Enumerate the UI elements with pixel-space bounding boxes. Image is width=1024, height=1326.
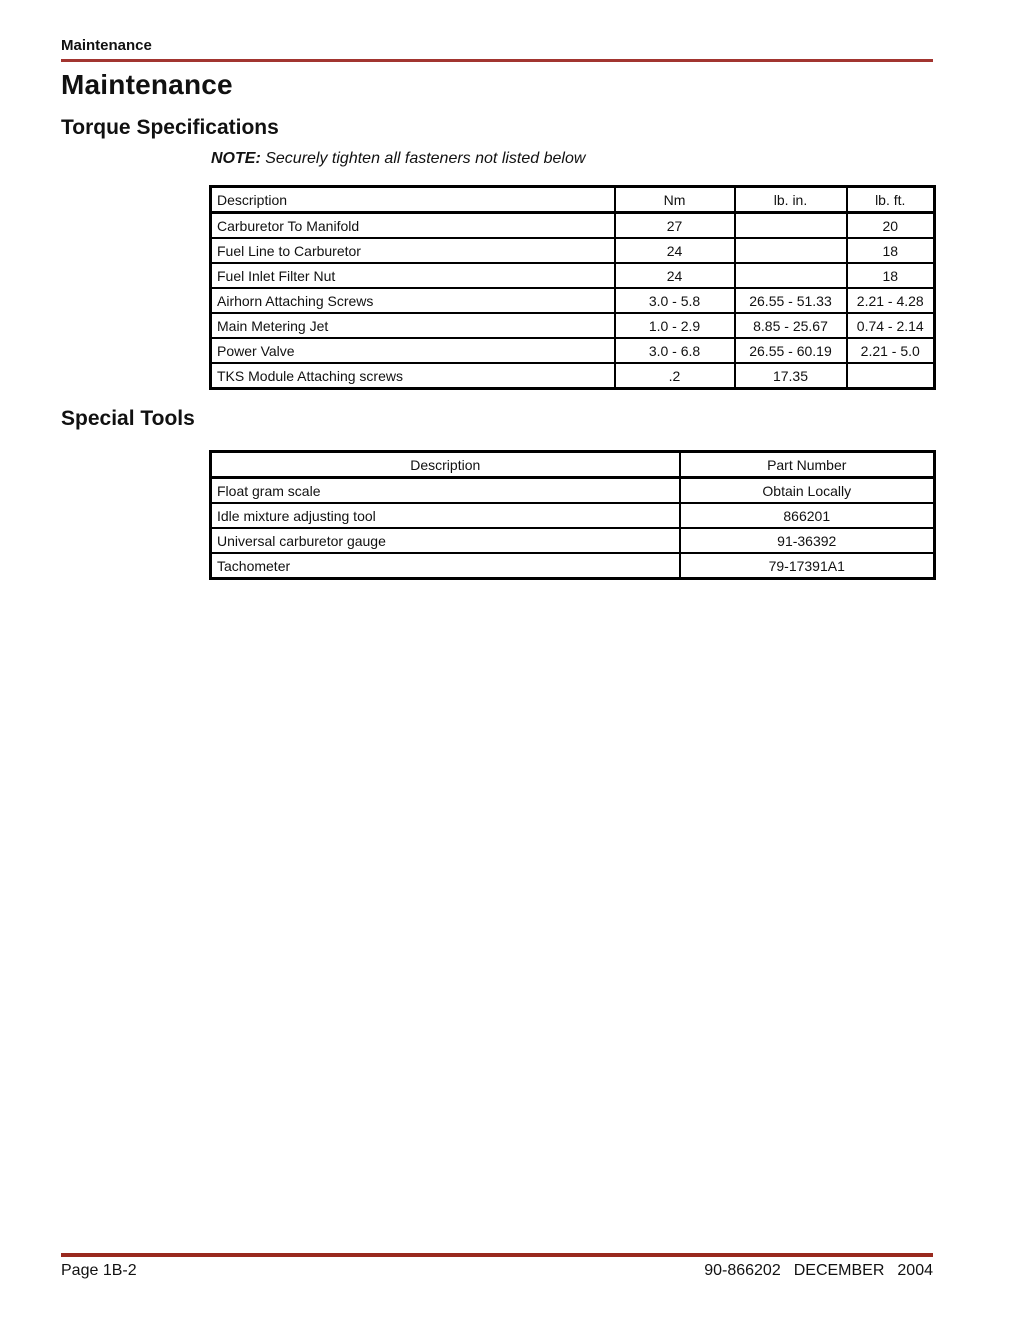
table-cell: 79-17391A1	[680, 553, 935, 579]
table-cell: Fuel Inlet Filter Nut	[211, 263, 615, 288]
table-header-row	[211, 452, 935, 478]
footer-right	[704, 1262, 933, 1280]
table-cell: 18	[847, 263, 935, 288]
table-cell: Power Valve	[211, 338, 615, 363]
note	[211, 150, 585, 168]
table-cell	[735, 263, 847, 288]
table-cell: Universal carburetor gauge	[211, 528, 680, 553]
section-heading-torque: Torque Specifications	[61, 116, 279, 139]
table-row	[211, 263, 935, 288]
table-cell	[847, 363, 935, 389]
table-cell: .2	[615, 363, 735, 389]
note-text: Securely tighten all fasteners not listed below	[265, 150, 586, 167]
footer-month: DECEMBER	[793, 1262, 885, 1279]
footer-rule	[61, 1253, 933, 1257]
table-cell: 1.0 - 2.9	[615, 313, 735, 338]
footer-year: 2004	[897, 1262, 933, 1279]
table-cell	[735, 238, 847, 263]
table-row	[211, 528, 935, 553]
table-cell: Main Metering Jet	[211, 313, 615, 338]
table-cell: 26.55 - 51.33	[735, 288, 847, 313]
table-cell: 3.0 - 5.8	[615, 288, 735, 313]
table-cell: 17.35	[735, 363, 847, 389]
table-cell: 2.21 - 4.28	[847, 288, 935, 313]
header-rule	[61, 59, 933, 62]
footer-doc-number: 90-866202	[704, 1262, 781, 1279]
torque-header-description: Description	[211, 187, 615, 213]
tools-header-part-number: Part Number	[680, 452, 935, 478]
special-tools-table	[209, 450, 936, 580]
table-cell: 2.21 - 5.0	[847, 338, 935, 363]
table-cell	[735, 213, 847, 239]
table-cell: Fuel Line to Carburetor	[211, 238, 615, 263]
table-cell: 26.55 - 60.19	[735, 338, 847, 363]
table-cell: Float gram scale	[211, 478, 680, 504]
table-cell: 27	[615, 213, 735, 239]
torque-specifications-table	[209, 185, 936, 390]
table-row	[211, 478, 935, 504]
table-cell: 24	[615, 263, 735, 288]
table-row	[211, 238, 935, 263]
table-cell: 0.74 - 2.14	[847, 313, 935, 338]
table-cell: 20	[847, 213, 935, 239]
table-cell: 8.85 - 25.67	[735, 313, 847, 338]
table-row	[211, 363, 935, 389]
table-cell: Airhorn Attaching Screws	[211, 288, 615, 313]
table-row	[211, 338, 935, 363]
torque-header-lb-in: lb. in.	[735, 187, 847, 213]
table-cell: TKS Module Attaching screws	[211, 363, 615, 389]
tools-header-description: Description	[211, 452, 680, 478]
torque-header-nm: Nm	[615, 187, 735, 213]
note-label: NOTE:	[211, 150, 261, 167]
table-row	[211, 213, 935, 239]
table-header-row	[211, 187, 935, 213]
table-cell: Tachometer	[211, 553, 680, 579]
table-cell: 866201	[680, 503, 935, 528]
page-title: Maintenance	[61, 69, 233, 100]
table-row	[211, 313, 935, 338]
table-cell: 3.0 - 6.8	[615, 338, 735, 363]
running-header: Maintenance	[61, 37, 152, 54]
section-heading-special-tools: Special Tools	[61, 407, 195, 430]
table-cell: Carburetor To Manifold	[211, 213, 615, 239]
table-row	[211, 553, 935, 579]
torque-header-lb-ft: lb. ft.	[847, 187, 935, 213]
footer-page-label: Page 1B-2	[61, 1262, 137, 1279]
table-cell: 24	[615, 238, 735, 263]
table-cell: 18	[847, 238, 935, 263]
table-row	[211, 288, 935, 313]
table-cell: Obtain Locally	[680, 478, 935, 504]
table-cell: Idle mixture adjusting tool	[211, 503, 680, 528]
table-cell: 91-36392	[680, 528, 935, 553]
table-row	[211, 503, 935, 528]
